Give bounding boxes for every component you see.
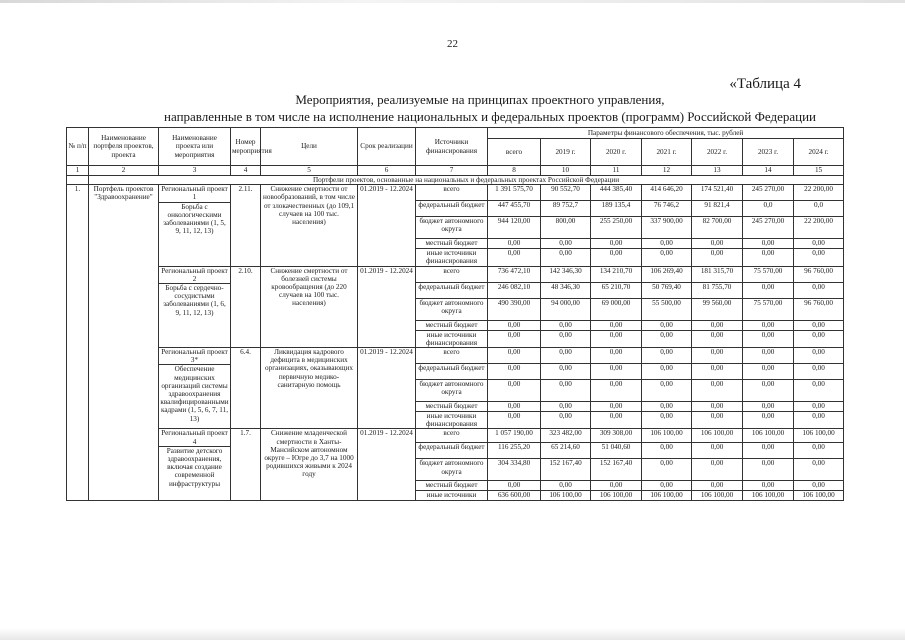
project-name-cell xyxy=(159,266,231,347)
funding-value: 106 100,00 xyxy=(743,491,794,500)
funding-value: 116 255,20 xyxy=(488,443,541,459)
funding-value: 0,00 xyxy=(642,320,692,330)
funding-value: 0,00 xyxy=(541,412,591,429)
column-number: 2 xyxy=(89,166,159,176)
funding-value: 0,00 xyxy=(642,330,692,347)
funding-value: 0,00 xyxy=(743,459,794,481)
column-number: 1 xyxy=(67,166,89,176)
funding-value: 106 100,00 xyxy=(591,491,642,500)
funding-source: бюджет автономного округа xyxy=(416,298,488,320)
funding-value: 0,00 xyxy=(488,402,541,412)
funding-value: 0,0 xyxy=(743,201,794,217)
funding-value: 0,00 xyxy=(591,380,642,402)
funding-value: 0,00 xyxy=(541,402,591,412)
funding-value: 0,00 xyxy=(794,481,844,491)
page-number: 22 xyxy=(447,38,458,50)
funding-value: 89 752,7 xyxy=(541,201,591,217)
measure-number: 6.4. xyxy=(231,348,261,429)
section-empty xyxy=(67,176,89,185)
funding-value: 174 521,40 xyxy=(692,185,743,201)
project-goal: Снижение смертности от новообразований, в том числе от злокачественных (до 109,1 случаев на 100 тыс. населения) xyxy=(261,185,358,266)
project-goal: Снижение младенческой смертности в Ханты-Мансийском автономном округе – Югре до 3,7 на 1000 родившихся живыми к 2024 году xyxy=(261,429,358,500)
funding-value: 246 082,10 xyxy=(488,282,541,298)
funding-value: 0,00 xyxy=(591,364,642,380)
funding-value: 106 100,00 xyxy=(642,491,692,500)
funding-value: 736 472,10 xyxy=(488,266,541,282)
funding-value: 0,00 xyxy=(692,443,743,459)
funding-value: 0,00 xyxy=(541,330,591,347)
header-num: № п/п xyxy=(67,128,89,166)
funding-value: 0,00 xyxy=(692,330,743,347)
funding-value: 0,00 xyxy=(488,320,541,330)
funding-source: федеральный бюджет xyxy=(416,364,488,380)
funding-source: федеральный бюджет xyxy=(416,443,488,459)
funding-value: 0,00 xyxy=(794,249,844,266)
funding-value: 0,00 xyxy=(743,364,794,380)
header-2021: 2021 г. xyxy=(642,139,692,166)
funding-value: 0,00 xyxy=(541,380,591,402)
funding-value: 0,00 xyxy=(692,481,743,491)
funding-value: 181 315,70 xyxy=(692,266,743,282)
funding-source: всего xyxy=(416,429,488,443)
funding-value: 0,00 xyxy=(488,481,541,491)
funding-value: 0,00 xyxy=(692,402,743,412)
funding-value: 0,00 xyxy=(488,249,541,266)
funding-value: 0,00 xyxy=(692,412,743,429)
funding-value: 82 700,00 xyxy=(692,217,743,239)
funding-source: бюджет автономного округа xyxy=(416,380,488,402)
row-number: 1. xyxy=(67,185,89,500)
section-title: Портфели проектов, основанные на национальных и федеральных проектах Российской Федерации xyxy=(89,176,844,185)
funding-value: 0,00 xyxy=(743,330,794,347)
scan-edge-bottom xyxy=(0,628,905,640)
funding-value: 22 200,00 xyxy=(794,185,844,201)
funding-value: 0,00 xyxy=(692,348,743,364)
project-name: Региональный проект 4 xyxy=(159,429,230,446)
funding-value: 0,00 xyxy=(743,320,794,330)
funding-value: 0,00 xyxy=(794,348,844,364)
funding-value: 152 167,40 xyxy=(591,459,642,481)
funding-value: 490 390,00 xyxy=(488,298,541,320)
funding-value: 152 167,40 xyxy=(541,459,591,481)
funding-value: 0,00 xyxy=(743,249,794,266)
funding-source: иные источники xyxy=(416,491,488,500)
funding-value: 0,00 xyxy=(591,481,642,491)
column-number: 4 xyxy=(231,166,261,176)
column-number: 8 xyxy=(488,166,541,176)
funding-source: иные источники финансирования xyxy=(416,249,488,266)
funding-value: 0,00 xyxy=(591,249,642,266)
project-name: Региональный проект 3* xyxy=(159,348,230,365)
funding-value: 0,00 xyxy=(642,459,692,481)
funding-source: иные источники финансирования xyxy=(416,412,488,429)
column-number: 12 xyxy=(642,166,692,176)
funding-source: местный бюджет xyxy=(416,320,488,330)
funding-value: 636 600,00 xyxy=(488,491,541,500)
funding-value: 0,00 xyxy=(743,380,794,402)
funding-value: 0,00 xyxy=(488,412,541,429)
column-number: 14 xyxy=(743,166,794,176)
column-number: 15 xyxy=(794,166,844,176)
project-goal: Снижение смертности от болезней системы кровообращения (до 220 случаев на 100 тыс. населения) xyxy=(261,266,358,347)
funding-value: 0,00 xyxy=(591,239,642,249)
funding-value: 142 346,30 xyxy=(541,266,591,282)
funding-value: 0,00 xyxy=(541,249,591,266)
funding-value: 0,00 xyxy=(743,239,794,249)
measure-number: 2.11. xyxy=(231,185,261,266)
funding-value: 245 270,00 xyxy=(743,185,794,201)
funding-value: 323 482,00 xyxy=(541,429,591,443)
header-total: всего xyxy=(488,139,541,166)
header-2019: 2019 г. xyxy=(541,139,591,166)
funding-value: 0,00 xyxy=(642,402,692,412)
project-goal: Ликвидация кадрового дефицита в медицинских организациях, оказывающих первичную медико-санитарную помощь xyxy=(261,348,358,429)
funding-value: 22 200,00 xyxy=(794,217,844,239)
funding-value: 55 500,00 xyxy=(642,298,692,320)
funding-value: 96 760,00 xyxy=(794,266,844,282)
funding-value: 106 100,00 xyxy=(743,429,794,443)
header-sources: Источники финансирования xyxy=(416,128,488,166)
project-subname: Борьба с сердечно-сосудистыми заболеваниями (1, 6, 9, 11, 12, 13) xyxy=(163,284,226,317)
funding-value: 0,00 xyxy=(591,412,642,429)
funding-value: 106 100,00 xyxy=(794,491,844,500)
funding-value: 94 000,00 xyxy=(541,298,591,320)
funding-value: 0,00 xyxy=(488,380,541,402)
table-row xyxy=(67,348,844,364)
header-goals: Цели xyxy=(261,128,358,166)
column-number: 11 xyxy=(591,166,642,176)
funding-value: 189 135,4 xyxy=(591,201,642,217)
funding-value: 0,00 xyxy=(591,320,642,330)
funding-value: 65 214,60 xyxy=(541,443,591,459)
project-period: 01.2019 - 12.2024 xyxy=(358,185,416,266)
measure-number: 1.7. xyxy=(231,429,261,500)
funding-value: 337 900,00 xyxy=(642,217,692,239)
funding-value: 106 100,00 xyxy=(692,491,743,500)
funding-value: 0,00 xyxy=(541,481,591,491)
funding-value: 800,00 xyxy=(541,217,591,239)
header-2024: 2024 г. xyxy=(794,139,844,166)
column-number: 7 xyxy=(416,166,488,176)
header-params: Параметры финансового обеспечения, тыс. рублей xyxy=(488,128,844,139)
funding-value: 0,00 xyxy=(794,239,844,249)
project-subname: Развитие детского здравоохранения, включая создание современной инфраструктуры xyxy=(166,446,223,488)
funding-value: 0,00 xyxy=(692,320,743,330)
funding-source: местный бюджет xyxy=(416,402,488,412)
funding-value: 0,00 xyxy=(692,364,743,380)
funding-value: 0,00 xyxy=(794,330,844,347)
funding-source: всего xyxy=(416,348,488,364)
funding-source: федеральный бюджет xyxy=(416,282,488,298)
funding-value: 0,00 xyxy=(743,402,794,412)
funding-value: 0,00 xyxy=(743,348,794,364)
project-name: Региональный проект 2 xyxy=(159,267,230,284)
project-name-cell xyxy=(159,348,231,429)
header-2020: 2020 г. xyxy=(591,139,642,166)
portfolio-name: Портфель проектов "Здравоохранение" xyxy=(89,185,159,500)
header-project: Наименование проекта или мероприятия xyxy=(159,128,231,166)
project-subname: Обеспечение медицинских организаций системы здравоохранения квалифицированными кадрами (1, 5, 6, 7, 11, 13) xyxy=(160,365,229,423)
table-row xyxy=(67,266,844,282)
table-row xyxy=(67,429,844,443)
funding-value: 0,00 xyxy=(692,380,743,402)
column-number: 10 xyxy=(541,166,591,176)
funding-value: 0,00 xyxy=(541,239,591,249)
funding-value: 69 000,00 xyxy=(591,298,642,320)
funding-value: 245 270,00 xyxy=(743,217,794,239)
project-period: 01.2019 - 12.2024 xyxy=(358,429,416,500)
funding-value: 0,00 xyxy=(794,459,844,481)
funding-value: 0,00 xyxy=(794,402,844,412)
header-portfolio: Наименование портфеля проектов, проекта xyxy=(89,128,159,166)
funding-value: 106 100,00 xyxy=(642,429,692,443)
funding-value: 0,00 xyxy=(642,348,692,364)
funding-value: 0,00 xyxy=(743,481,794,491)
project-period: 01.2019 - 12.2024 xyxy=(358,266,416,347)
document-title-line-2: направленные в том числе на исполнение национальных и федеральных проектов (программ) Российской Федерации xyxy=(164,109,816,124)
column-number: 13 xyxy=(692,166,743,176)
funding-value: 65 210,70 xyxy=(591,282,642,298)
funding-value: 106 100,00 xyxy=(794,429,844,443)
funding-value: 106 100,00 xyxy=(541,491,591,500)
funding-value: 0,00 xyxy=(642,412,692,429)
table-caption: «Таблица 4 xyxy=(729,76,801,92)
funding-value: 50 769,40 xyxy=(642,282,692,298)
funding-value: 0,00 xyxy=(794,320,844,330)
funding-value: 0,00 xyxy=(541,364,591,380)
scan-edge-top xyxy=(0,0,905,3)
funding-value: 134 210,70 xyxy=(591,266,642,282)
funding-value: 255 250,00 xyxy=(591,217,642,239)
funding-source: федеральный бюджет xyxy=(416,201,488,217)
funding-value: 0,00 xyxy=(692,249,743,266)
funding-value: 0,00 xyxy=(488,330,541,347)
funding-value: 0,00 xyxy=(794,412,844,429)
funding-value: 0,00 xyxy=(488,364,541,380)
funding-value: 0,00 xyxy=(794,380,844,402)
funding-value: 304 334,80 xyxy=(488,459,541,481)
funding-value: 0,0 xyxy=(794,201,844,217)
funding-value: 0,00 xyxy=(488,348,541,364)
funding-value: 1 391 575,70 xyxy=(488,185,541,201)
funding-value: 106 100,00 xyxy=(692,429,743,443)
funding-value: 0,00 xyxy=(743,282,794,298)
funding-value: 0,00 xyxy=(642,249,692,266)
funding-value: 76 746,2 xyxy=(642,201,692,217)
project-rows xyxy=(67,185,844,500)
funding-value: 0,00 xyxy=(541,348,591,364)
funding-source: бюджет автономного округа xyxy=(416,217,488,239)
funding-value: 96 760,00 xyxy=(794,298,844,320)
funding-value: 0,00 xyxy=(642,239,692,249)
funding-value: 0,00 xyxy=(692,459,743,481)
funding-value: 0,00 xyxy=(591,402,642,412)
column-number: 3 xyxy=(159,166,231,176)
funding-source: бюджет автономного округа xyxy=(416,459,488,481)
funding-value: 414 646,20 xyxy=(642,185,692,201)
funding-value: 944 120,00 xyxy=(488,217,541,239)
header-2022: 2022 г. xyxy=(692,139,743,166)
header-2023: 2023 г. xyxy=(743,139,794,166)
header-period: Срок реализации xyxy=(358,128,416,166)
funding-value: 0,00 xyxy=(642,443,692,459)
project-period: 01.2019 - 12.2024 xyxy=(358,348,416,429)
funding-value: 0,00 xyxy=(642,380,692,402)
funding-value: 75 570,00 xyxy=(743,266,794,282)
funding-value: 81 755,70 xyxy=(692,282,743,298)
funding-value: 0,00 xyxy=(692,239,743,249)
funding-value: 90 552,70 xyxy=(541,185,591,201)
project-subname: Борьба с онкологическими заболеваниями (1, 5, 9, 11, 12, 13) xyxy=(163,202,226,236)
funding-value: 51 040,60 xyxy=(591,443,642,459)
funding-value: 444 385,40 xyxy=(591,185,642,201)
measure-number: 2.10. xyxy=(231,266,261,347)
funding-value: 0,00 xyxy=(642,481,692,491)
funding-value: 309 308,00 xyxy=(591,429,642,443)
table-row xyxy=(67,185,844,201)
funding-source: иные источники финансирования xyxy=(416,330,488,347)
funding-value: 0,00 xyxy=(591,330,642,347)
project-name-cell xyxy=(159,185,231,266)
column-number-row xyxy=(67,166,844,176)
funding-value: 1 057 190,00 xyxy=(488,429,541,443)
financing-table xyxy=(66,127,844,501)
funding-value: 106 269,40 xyxy=(642,266,692,282)
funding-value: 0,00 xyxy=(541,320,591,330)
funding-source: всего xyxy=(416,266,488,282)
funding-value: 75 570,00 xyxy=(743,298,794,320)
funding-value: 48 346,30 xyxy=(541,282,591,298)
funding-value: 447 455,70 xyxy=(488,201,541,217)
funding-value: 0,00 xyxy=(488,239,541,249)
column-number: 5 xyxy=(261,166,358,176)
funding-source: местный бюджет xyxy=(416,481,488,491)
funding-value: 0,00 xyxy=(794,443,844,459)
funding-value: 0,00 xyxy=(743,443,794,459)
document-title-line-1: Мероприятия, реализуемые на принципах проектного управления, xyxy=(295,92,665,107)
project-name-cell xyxy=(159,429,231,500)
funding-value: 0,00 xyxy=(743,412,794,429)
funding-value: 0,00 xyxy=(794,364,844,380)
funding-value: 91 821,4 xyxy=(692,201,743,217)
funding-value: 0,00 xyxy=(642,364,692,380)
funding-source: местный бюджет xyxy=(416,239,488,249)
project-name: Региональный проект 1 xyxy=(159,185,230,202)
funding-source: всего xyxy=(416,185,488,201)
column-number: 6 xyxy=(358,166,416,176)
funding-value: 99 560,00 xyxy=(692,298,743,320)
header-measure-num: Номер мероприятия xyxy=(231,128,261,166)
funding-value: 0,00 xyxy=(794,282,844,298)
funding-value: 0,00 xyxy=(591,348,642,364)
